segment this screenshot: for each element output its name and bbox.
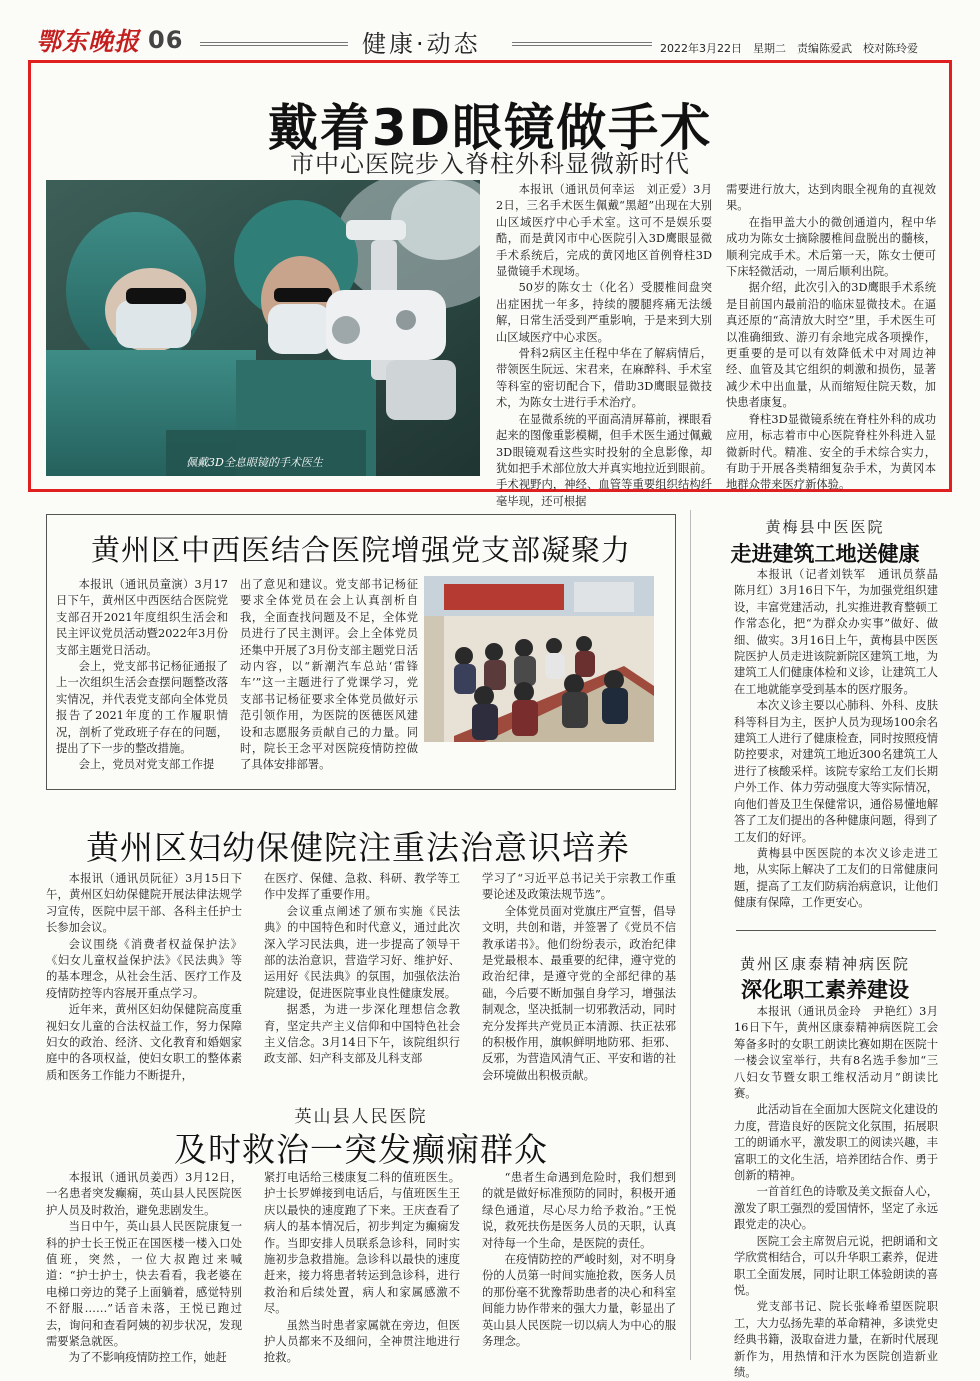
article-4-paragraph: 紧打电话给三楼康复二科的值班医生。护士长罗婵接到电话后，与值班医生王庆以最快的速度跑了下来。王庆查看了病人的基本情况后，初步判定为癫痫发作。当即安排人员联系急诊科，同时实施初步急救措施。急诊科以最快的速度赶来，接力将患者转运到急诊科，进行救治和后续处置，病人和家属感激不尽。 bbox=[264, 1171, 460, 1316]
side-1-paragraph: 本报讯（记者刘铁军 通讯员蔡晶 陈月红）3月16日下午，为加强党组织建设，丰富党建活动，扎实推进教育整顿工作常态化，把“为群众办实事”做好、做细、做实。3月16日上午，黄梅县中医医院医护人员走进该院新院区建筑工地，为建筑工人们健康体检和义诊，让建筑工人在工地就能享受到基本的医疗服务。 bbox=[734, 568, 950, 696]
article-3-paragraph: 据悉，为进一步深化理想信念教育，坚定共产主义信仰和中国特色社会主义信念。3月14日下午，该院组织行政支部、妇产科支部及儿科支部 bbox=[264, 1003, 460, 1066]
featured-paragraph: 需要进行放大，达到肉眼全视角的直视效果。 bbox=[726, 183, 936, 213]
article-3-paragraph: 近年来，黄州区妇幼保健院高度重视妇女儿童的合法权益工作，努力保障妇女的政治、经济、文化教育和婚姻家庭中的各项权益，使妇女职工的整体素质和医务工作能力不断提升， bbox=[46, 1003, 242, 1082]
article-4-headline: 及时救治一突发癫痫群众 bbox=[174, 1130, 548, 1169]
article-2-paragraph: 会上，党支部书记杨征通报了上一次组织生活会查摆问题整改落实情况，并代表党支部向全体党员报告了2021年度的工作履职情况，剖析了党政班子存在的问题，提出了下一步的整改措施。 bbox=[56, 660, 228, 756]
featured-paragraph: 本报讯（通讯员何幸运 刘正爱）3月2日，三名手术医生佩戴“黑超”出现在大别山区域医疗中心手术室。这可不是娱乐耍酷，而是黄冈市中心医院引入3D鹰眼显微手术系统后，完成的黄冈地区首例脊柱3D显微镜手术现场。 bbox=[496, 183, 712, 279]
article-3-paragraph: 会议重点阐述了颁布实施《民法典》的中国特色和时代意义，通过此次深入学习民法典，进一步提高了领导干部的法治意识，营造学习好、维护好、运用好《民法典》的氛围，加强依法治院建设，促进医院事业良性健康发展。 bbox=[264, 904, 460, 1000]
article-2-headline: 黄州区中西医结合医院增强党支部凝聚力 bbox=[90, 533, 631, 567]
article-4-paragraph: 虽然当时患者家属就在旁边，但医护人员都来不及细问，全神贯注地进行抢救。 bbox=[264, 1318, 460, 1365]
article-4-paragraph: 为了不影响疫情防控工作，她赶 bbox=[68, 1351, 227, 1365]
article-2-paragraph: 本报讯（通讯员童演）3月17日下午，黄州区中西医结合医院党支部召开2021年度组织生活会和民主评议党员活动暨2022年3月份支部主题党日活动。 bbox=[56, 578, 228, 657]
featured-paragraph: 骨科2病区主任程中华在了解病情后，带领医生阮远、宋君来，在麻醉科、手术室等科室的密切配合下，借助3D鹰眼显微技术，为陈女士进行手术治疗。 bbox=[496, 347, 712, 410]
article-3-paragraph: 学习了“习近平总书记关于宗教工作重要论述及政策法规节选”。 bbox=[482, 872, 676, 902]
article-3-col-3 bbox=[482, 871, 676, 1084]
article-2-paragraph: 会上，党员对党支部工作提 bbox=[78, 758, 215, 772]
meeting-photo-image bbox=[424, 576, 654, 742]
dateline: 2022年3月22日 星期二 责编陈爱武 校对陈玲爱 bbox=[660, 42, 918, 55]
article-4-paragraph: 本报讯（通讯员姜西）3月12日，一名患者突发癫痫，英山县人民医院医护人员及时救治，避免悲剧发生。 bbox=[46, 1171, 242, 1217]
meeting-photo bbox=[424, 576, 654, 742]
side-2-body bbox=[734, 1004, 938, 1381]
article-3-paragraph: 会议围绕《消费者权益保护法》《妇女儿童权益保护法》《民法典》等的基本理念，从社会生活、医疗工作及疫情防控等内容展开重点学习。 bbox=[46, 937, 242, 1000]
side-2-paragraph: 党支部书记、院长张峰希望医院职工，大力弘扬先辈的革命精神，多读党史经典书籍，汲取奋进力量，在新时代展现新作为，用热情和汗水为医院创造新业绩。 bbox=[734, 1300, 938, 1379]
featured-headline: 戴着3D眼镜做手术 bbox=[267, 99, 713, 157]
photo-caption: 佩戴3D全息眼镜的手术医生 bbox=[186, 456, 323, 469]
article-3-col-1 bbox=[46, 871, 242, 1084]
side-2-paragraph: 一首首红色的诗歌及美文振奋人心，激发了职工强烈的爱国情怀，坚定了永远跟党走的决心。 bbox=[734, 1185, 938, 1232]
article-3-col-2 bbox=[264, 871, 460, 1068]
featured-col-1 bbox=[496, 182, 712, 510]
side-1-paragraph: 本次义诊主要以心肺科、外科、皮肤科等科目为主，医护人员为现场100余名建筑工人进行了健康检查，同时按照疫情防控要求，对建筑工地近300名建筑工人进行了核酸采样。该院专家给工友们长期户外工作、体力劳动强度大等实际情况，向他们普及卫生保健常识，通俗易懂地解答了工友们提出的各种健康问题，得到了工友们的好评。 bbox=[734, 699, 938, 844]
side-1-kicker: 黄梅县中医医院 bbox=[765, 518, 885, 536]
article-4-paragraph: “患者生命遇到危险时，我们想到的就是做好标准预防的同时，积极开通绿色通道，尽心尽力给予救治。”王悦说，救死扶伤是医务人员的天职，认真对待每一个生命，是医院的责任。 bbox=[482, 1171, 676, 1250]
article-4-col-2 bbox=[264, 1170, 460, 1367]
newspaper-logo: 鄂东晚报 bbox=[36, 27, 141, 56]
article-3-paragraph: 本报讯（通讯员阮征）3月15日下午，黄州区妇幼保健院开展法律法规学习宣传，医院中层干部、各科主任护士长参加会议。 bbox=[46, 872, 242, 935]
side-1-body bbox=[734, 567, 950, 912]
article-4-col-3 bbox=[482, 1170, 676, 1350]
featured-col-2 bbox=[726, 182, 936, 494]
featured-subheadline: 市中心医院步入脊柱外科显微新时代 bbox=[290, 150, 690, 178]
article-3-paragraph: 在医疗、保健、急救、科研、教学等工作中发挥了重要作用。 bbox=[264, 872, 460, 902]
side-2-paragraph: 医院工会主席贺启元说，把朗诵和文学欣赏相结合，可以升华职工素养，促进职工全面发展，同时让职工体验朗读的喜悦。 bbox=[734, 1234, 938, 1297]
featured-paragraph: 在指甲盖大小的微创通道内，程中华成功为陈女士摘除腰椎间盘脱出的髓核，顺利完成手术。术后第一天，陈女士便可下床轻微活动，一周后顺利出院。 bbox=[726, 215, 936, 279]
article-4-paragraph: 在疫情防控的严峻时刻，对不明身份的人员第一时间实施抢救，医务人员的那份毫不犹豫帮助患者的决心和科室间能力协作带来的强大力量，彰显出了英山县人民医院一切以病人为中心的服务理念。 bbox=[482, 1253, 676, 1349]
side-2-paragraph: 此活动旨在全面加大医院文化建设的力度，营造良好的医院文化氛围，拓展职工的朗诵水平，激发职工的阅读兴趣，丰富职工的文化生活，培养团结合作、勇于创新的精神。 bbox=[734, 1103, 938, 1183]
side-1-paragraph: 黄梅县中医医院的本次义诊走进工地，从实际上解决了工友们的日常健康问题，提高了工友们防病治病意识，让他们健康有保障，工作更安心。 bbox=[734, 846, 938, 910]
featured-paragraph: 50岁的陈女士（化名）受腰椎间盘突出症困扰一年多，持续的腰腿疼痛无法缓解，日常生活受到严重影响，于是来到大别山区域医疗中心求医。 bbox=[496, 281, 712, 344]
featured-paragraph: 据介绍，此次引入的3D鹰眼手术系统是目前国内最前沿的临床显微技术。在逼真还原的“高清放大时空”里，手术医生可以准确细致、游刃有余地完成各项操作，更重要的是可以有效降低术中对周边神经、血管及其它组织的刺激和损伤，显著减少术中出血量，从而缩短住院天数，加快患者康复。 bbox=[726, 281, 936, 410]
featured-paragraph: 在显微系统的平面高清屏幕前，裸眼看起来的图像重影模糊，但手术医生通过佩戴3D眼镜观看这些实时投射的全息影像，却犹如把手术部位放大并真实地拉近到眼前。手术视野内，神经、血管等重要组织结构纤毫毕现，还可根据 bbox=[496, 412, 712, 508]
article-4-paragraph: 当日中午，英山县人民医院康复一科的护士长王悦正在国医楼一楼入口处值班，突然，一位大叔跑过来喊道：“护士护士，快去看看，我老婆在电梯口旁边的凳子上面躺着，感觉特别不舒服……”话音未落，王悦已跑过去，询问和查看阿姨的初步状况，发现需要紧急就医。 bbox=[46, 1220, 242, 1349]
article-4-col-1 bbox=[46, 1170, 242, 1367]
article-4-kicker: 英山县人民医院 bbox=[294, 1107, 428, 1127]
section-title: 健康·动态 bbox=[362, 30, 481, 58]
column-divider bbox=[690, 510, 691, 1360]
featured-paragraph: 脊柱3D显微镜系统在脊柱外科的成功应用，标志着市中心医院脊柱外科进入显微新时代。精准、安全的手术综合实力，有助于开展各类精细复杂手术，为黄冈本地群众带来医疗新体验。 bbox=[726, 412, 936, 492]
article-3-paragraph: 全体党员面对党旗庄严宣誓，倡导文明，共创和谐，并签署了《党员不信教承诺书》。他们纷纷表示，政治纪律是党最根本、最重要的纪律，遵守党的政治纪律，是遵守党的全部纪律的基础，今后要不断加强自身学习，增强法制观念，坚决抵制一切邪教活动，同时充分发挥共产党员正本清源、扶正祛邪的积极作用，旗帜鲜明地防邪、拒邪、反邪，为营造风清气正、平安和谐的社会环境做出积极贡献。 bbox=[482, 904, 676, 1082]
article-2-col-1 bbox=[56, 577, 228, 774]
article-3-headline: 黄州区妇幼保健院注重法治意识培养 bbox=[86, 828, 630, 867]
masthead-rule-right bbox=[512, 42, 652, 46]
side-divider bbox=[736, 930, 936, 931]
article-2-paragraph: 出了意见和建议。党支部书记杨征要求全体党员在会上认真剖析自我，全面查找问题及不足，全体党员进行了民主测评。会上全体党员还集中开展了3月份支部主题党日活动内容，以“新潮汽车总站‘雷锋车’”这一主题进行了党课学习，党支部书记杨征要求全体党员做好示范引领作用，为医院的医德医风建设和志愿服务贡献自己的力量。同时，院长王念平对医院疫情防控做了具体安排部署。 bbox=[240, 578, 418, 772]
side-2-kicker: 黄州区康泰精神病医院 bbox=[739, 955, 910, 973]
page-number: 06 bbox=[148, 26, 184, 54]
article-2-col-2 bbox=[240, 577, 418, 774]
surgery-photo bbox=[46, 180, 480, 476]
masthead-rule-left bbox=[200, 42, 348, 46]
surgery-photo-image bbox=[46, 180, 480, 476]
side-2-headline: 深化职工素养建设 bbox=[741, 978, 909, 1002]
side-1-headline: 走进建筑工地送健康 bbox=[730, 542, 920, 566]
side-2-paragraph: 本报讯（通讯员金玲 尹艳红）3月16日下午，黄州区康泰精神病医院工会筹备多时的女职工朗读比赛如期在医院十一楼会议室举行，共有8名选手参加“三八妇女节暨女职工维权活动月”朗读比赛。 bbox=[734, 1005, 938, 1101]
